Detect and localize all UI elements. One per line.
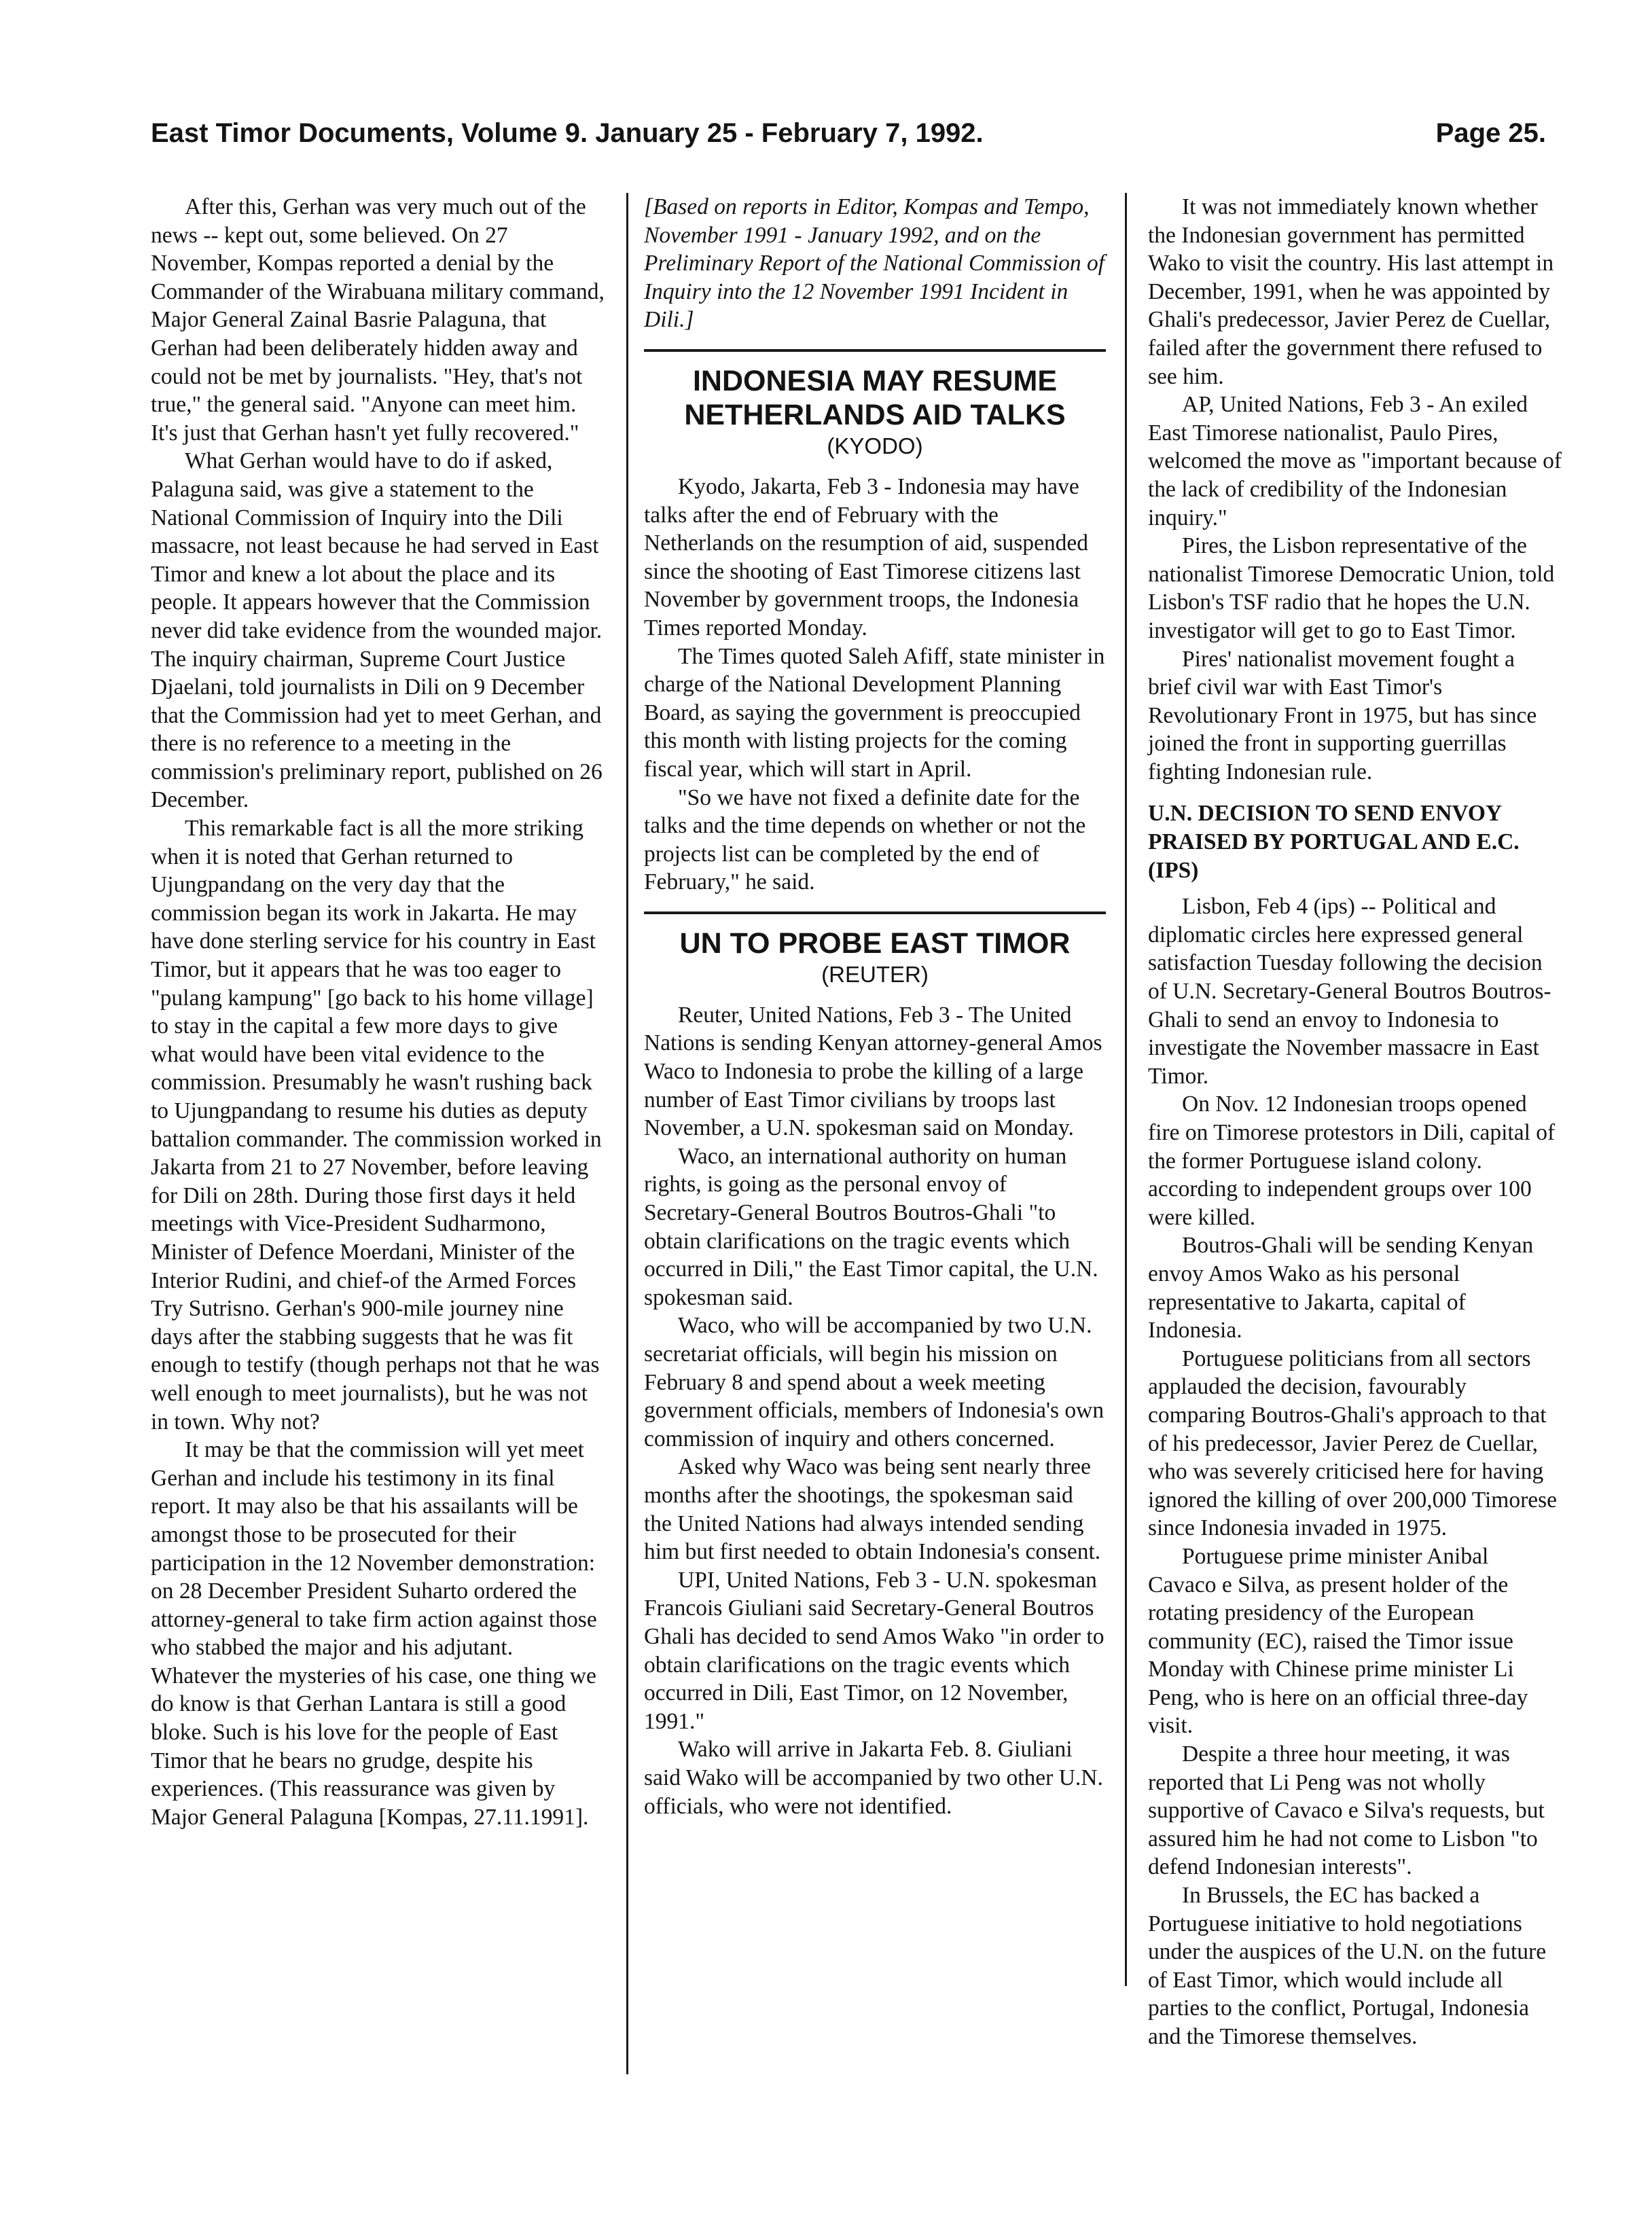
source-reuter: (REUTER) xyxy=(821,961,929,987)
paragraph: Boutros-Ghali will be sending Kenyan envoy Amos Wako as his personal representative to Jakarta, capital of Indonesia. xyxy=(1148,1233,1534,1343)
paragraph: Pires' nationalist movement fought a brief civil war with East Timor's Revolutionary Front in 1975, but has since joined the front in supporting guerrillas fighting Indonesian rule. xyxy=(1148,646,1537,784)
paragraph: Despite a three hour meeting, it was reported that Li Peng was not wholly supportive of Cavaco e Silva's requests, but assured him he had not come to Lisbon "to defend Indonesian interests". xyxy=(1148,1741,1545,1880)
headline-aid-talks: INDONESIA MAY RESUME NETHERLANDS AID TALKS xyxy=(684,364,1066,431)
paragraph: Lisbon, Feb 4 (ips) -- Political and diplomatic circles here expressed general satisfaction Tuesday following the decision of U.N. Secretary-General Boutros Boutros-Ghali to send an envoy to Indonesia to investigate the November massacre in East Timor. xyxy=(1148,894,1551,1089)
paragraph: In Brussels, the EC has backed a Portuguese initiative to hold negotiations under the auspices of the U.N. on the future of East Timor, which would include all parties to the conflict, Portugal, Indonesia and the Timorese themselves. xyxy=(1148,1883,1547,2049)
page-header xyxy=(151,109,1546,156)
column-middle xyxy=(644,193,1106,1820)
paragraph: Waco, an international authority on human rights, is going as the personal envoy of Secretary-General Boutros Boutros-Ghali "to obtain clarifications on the tragic events which occurred in Dili," the East Timor capital, the U.N. spokesman said. xyxy=(644,1143,1098,1310)
column-right xyxy=(1148,193,1562,2051)
column-divider-left xyxy=(626,193,628,2074)
paragraph: Asked why Waco was being sent nearly three months after the shootings, the spokesman said the United Nations had always intended sending him but first needed to obtain Indonesia's consent. xyxy=(644,1454,1101,1565)
publication-title: East Timor Documents, Volume 9. January 25 - February 7, 1992. xyxy=(151,118,984,148)
paragraph: This remarkable fact is all the more striking when it is noted that Gerhan returned to Ujungpandang on the very day that the commission began its work in Jakarta. He may have done sterling service for his country in East Timor, but it appears that he was too eager to "pulang kampung" [go back to his home village] to stay in the capital a few more days to give what would have been vital evidence to the commission. Presumably he wasn't rushing back to Ujungpandang to resume his duties as deputy battalion commander. The commission worked in Jakarta from 21 to 27 November, before leaving for Dili on 28th. During those first days it held meetings with Vice-President Sudharmono, Minister of Defence Moerdani, Minister of the Interior Rudini, and chief-of the Armed Forces Try Sutrisno. Gerhan's 900-mile journey nine days after the stabbing suggests that he was fit enough to testify (though perhaps not that he was well enough to meet journalists), but he was not in town. Why not? xyxy=(151,816,602,1434)
paragraph: After this, Gerhan was very much out of the news -- kept out, some believed. On 27 November, Kompas reported a denial by the Commander of the Wirabuana military command, Major General Zainal Basrie Palaguna, that Gerhan had been deliberately hidden away and could not be met by journalists. "Hey, that's not true," the general said. "Anyone can meet him. It's just that Gerhan hasn't yet fully recovered." xyxy=(151,194,605,446)
sources-note: [Based on reports in Editor, Kompas and Tempo, November 1991 - January 1992, and on the Preliminary Report of the National Commission of Inquiry into the 12 November 1991 Incident in Dili.] xyxy=(644,194,1105,333)
paragraph: Wako will arrive in Jakarta Feb. 8. Giuliani said Wako will be accompanied by two other U.N. officials, who were not identified. xyxy=(644,1737,1103,1819)
paragraph: What Gerhan would have to do if asked, Palaguna said, was give a statement to the National Commission of Inquiry into the Dili massacre, not least because he had served in East Timor and knew a lot about the place and its people. It appears however that the Commission never did take evidence from the wounded major. The inquiry chairman, Supreme Court Justice Djaelani, told journalists in Dili on 9 December that the Commission had yet to meet Gerhan, and there is no reference to a meeting in the commission's preliminary report, published on 26 December. xyxy=(151,448,603,813)
paragraph: Kyodo, Jakarta, Feb 3 - Indonesia may have talks after the end of February with the Netherlands on the resumption of aid, suspended since the shooting of East Timorese citizens last November by government troops, the Indonesia Times reported Monday. xyxy=(644,473,1089,640)
headline-envoy-praised: U.N. DECISION TO SEND ENVOY PRAISED BY PORTUGAL AND E.C. (IPS) xyxy=(1148,801,1520,883)
paragraph: AP, United Nations, Feb 3 - An exiled East Timorese nationalist, Paulo Pires, welcomed the move as "important because of the lack of credibility of the Indonesian inquiry." xyxy=(1148,392,1562,530)
paragraph: Pires, the Lisbon representative of the nationalist Timorese Democratic Union, told Lisbon's TSF radio that he hopes the U.N. investigator will get to go to East Timor. xyxy=(1148,533,1555,643)
column-divider-right xyxy=(1125,193,1127,1986)
section-rule xyxy=(644,349,1106,352)
paragraph: Portuguese prime minister Anibal Cavaco e Silva, as present holder of the rotating presidency of the European community (EC), raised the Timor issue Monday with Chinese prime minister Li Peng, who is here on an official three-day visit. xyxy=(1148,1543,1528,1739)
paragraph: It may be that the commission will yet meet Gerhan and include his testimony in its final report. It may also be that his assailants will be amongst those to be prosecuted for their participation in the 12 November demonstration: on 28 December President Suharto ordered the attorney-general to take firm action against those who stabbed the major and his adjutant. Whatever the mysteries of his case, one thing we do know is that Gerhan Lantara is still a good bloke. Such is his love for the people of East Timor that he bears no grudge, despite his experiences. (This reassurance was given by Major General Palaguna [Kompas, 27.11.1991]. xyxy=(151,1437,597,1830)
paragraph: On Nov. 12 Indonesian troops opened fire on Timorese protestors in Dili, capital of the former Portuguese island colony. according to independent groups over 100 were killed. xyxy=(1148,1091,1556,1230)
paragraph: The Times quoted Saleh Afiff, state minister in charge of the National Development Planning Board, as saying the government is preoccupied this month with listing projects for the coming fiscal year, which will start in April. xyxy=(644,643,1105,782)
paragraph: UPI, United Nations, Feb 3 - U.N. spokesman Francois Giuliani said Secretary-General Boutros Ghali has decided to send Amos Wako "in order to obtain clarifications on the tragic events which occurred in Dili, East Timor, on 12 November, 1991." xyxy=(644,1567,1105,1734)
source-kyodo: (KYODO) xyxy=(827,433,923,458)
section-rule xyxy=(644,911,1106,914)
paragraph: It was not immediately known whether the Indonesian government has permitted Wako to visit the country. His last attempt in December, 1991, when he was appointed by Ghali's predecessor, Javier Perez de Cuellar, failed after the government there refused to see him. xyxy=(1148,194,1554,389)
headline-un-probe: UN TO PROBE EAST TIMOR xyxy=(679,926,1071,960)
paragraph: Waco, who will be accompanied by two U.N. secretariat officials, will begin his mission on February 8 and spend about a week meeting government officials, members of Indonesia's own commission of inquiry and others concerned. xyxy=(644,1313,1105,1451)
column-left xyxy=(151,193,605,1831)
page-number: Page 25. xyxy=(1435,118,1546,148)
paragraph: Portuguese politicians from all sectors applauded the decision, favourably comparing Boutros-Ghali's approach to that of his predecessor, Javier Perez de Cuellar, who was severely criticised here for having ignored the killing of over 200,000 Timorese since Indonesia invaded in 1975. xyxy=(1148,1346,1558,1541)
paragraph: Reuter, United Nations, Feb 3 - The United Nations is sending Kenyan attorney-general Amos Waco to Indonesia to probe the killing of a large number of East Timor civilians by troops last November, a U.N. spokesman said on Monday. xyxy=(644,1002,1102,1141)
paragraph: "So we have not fixed a definite date for the talks and the time depends on whether or not the projects list can be completed by the end of February," he said. xyxy=(644,784,1086,895)
